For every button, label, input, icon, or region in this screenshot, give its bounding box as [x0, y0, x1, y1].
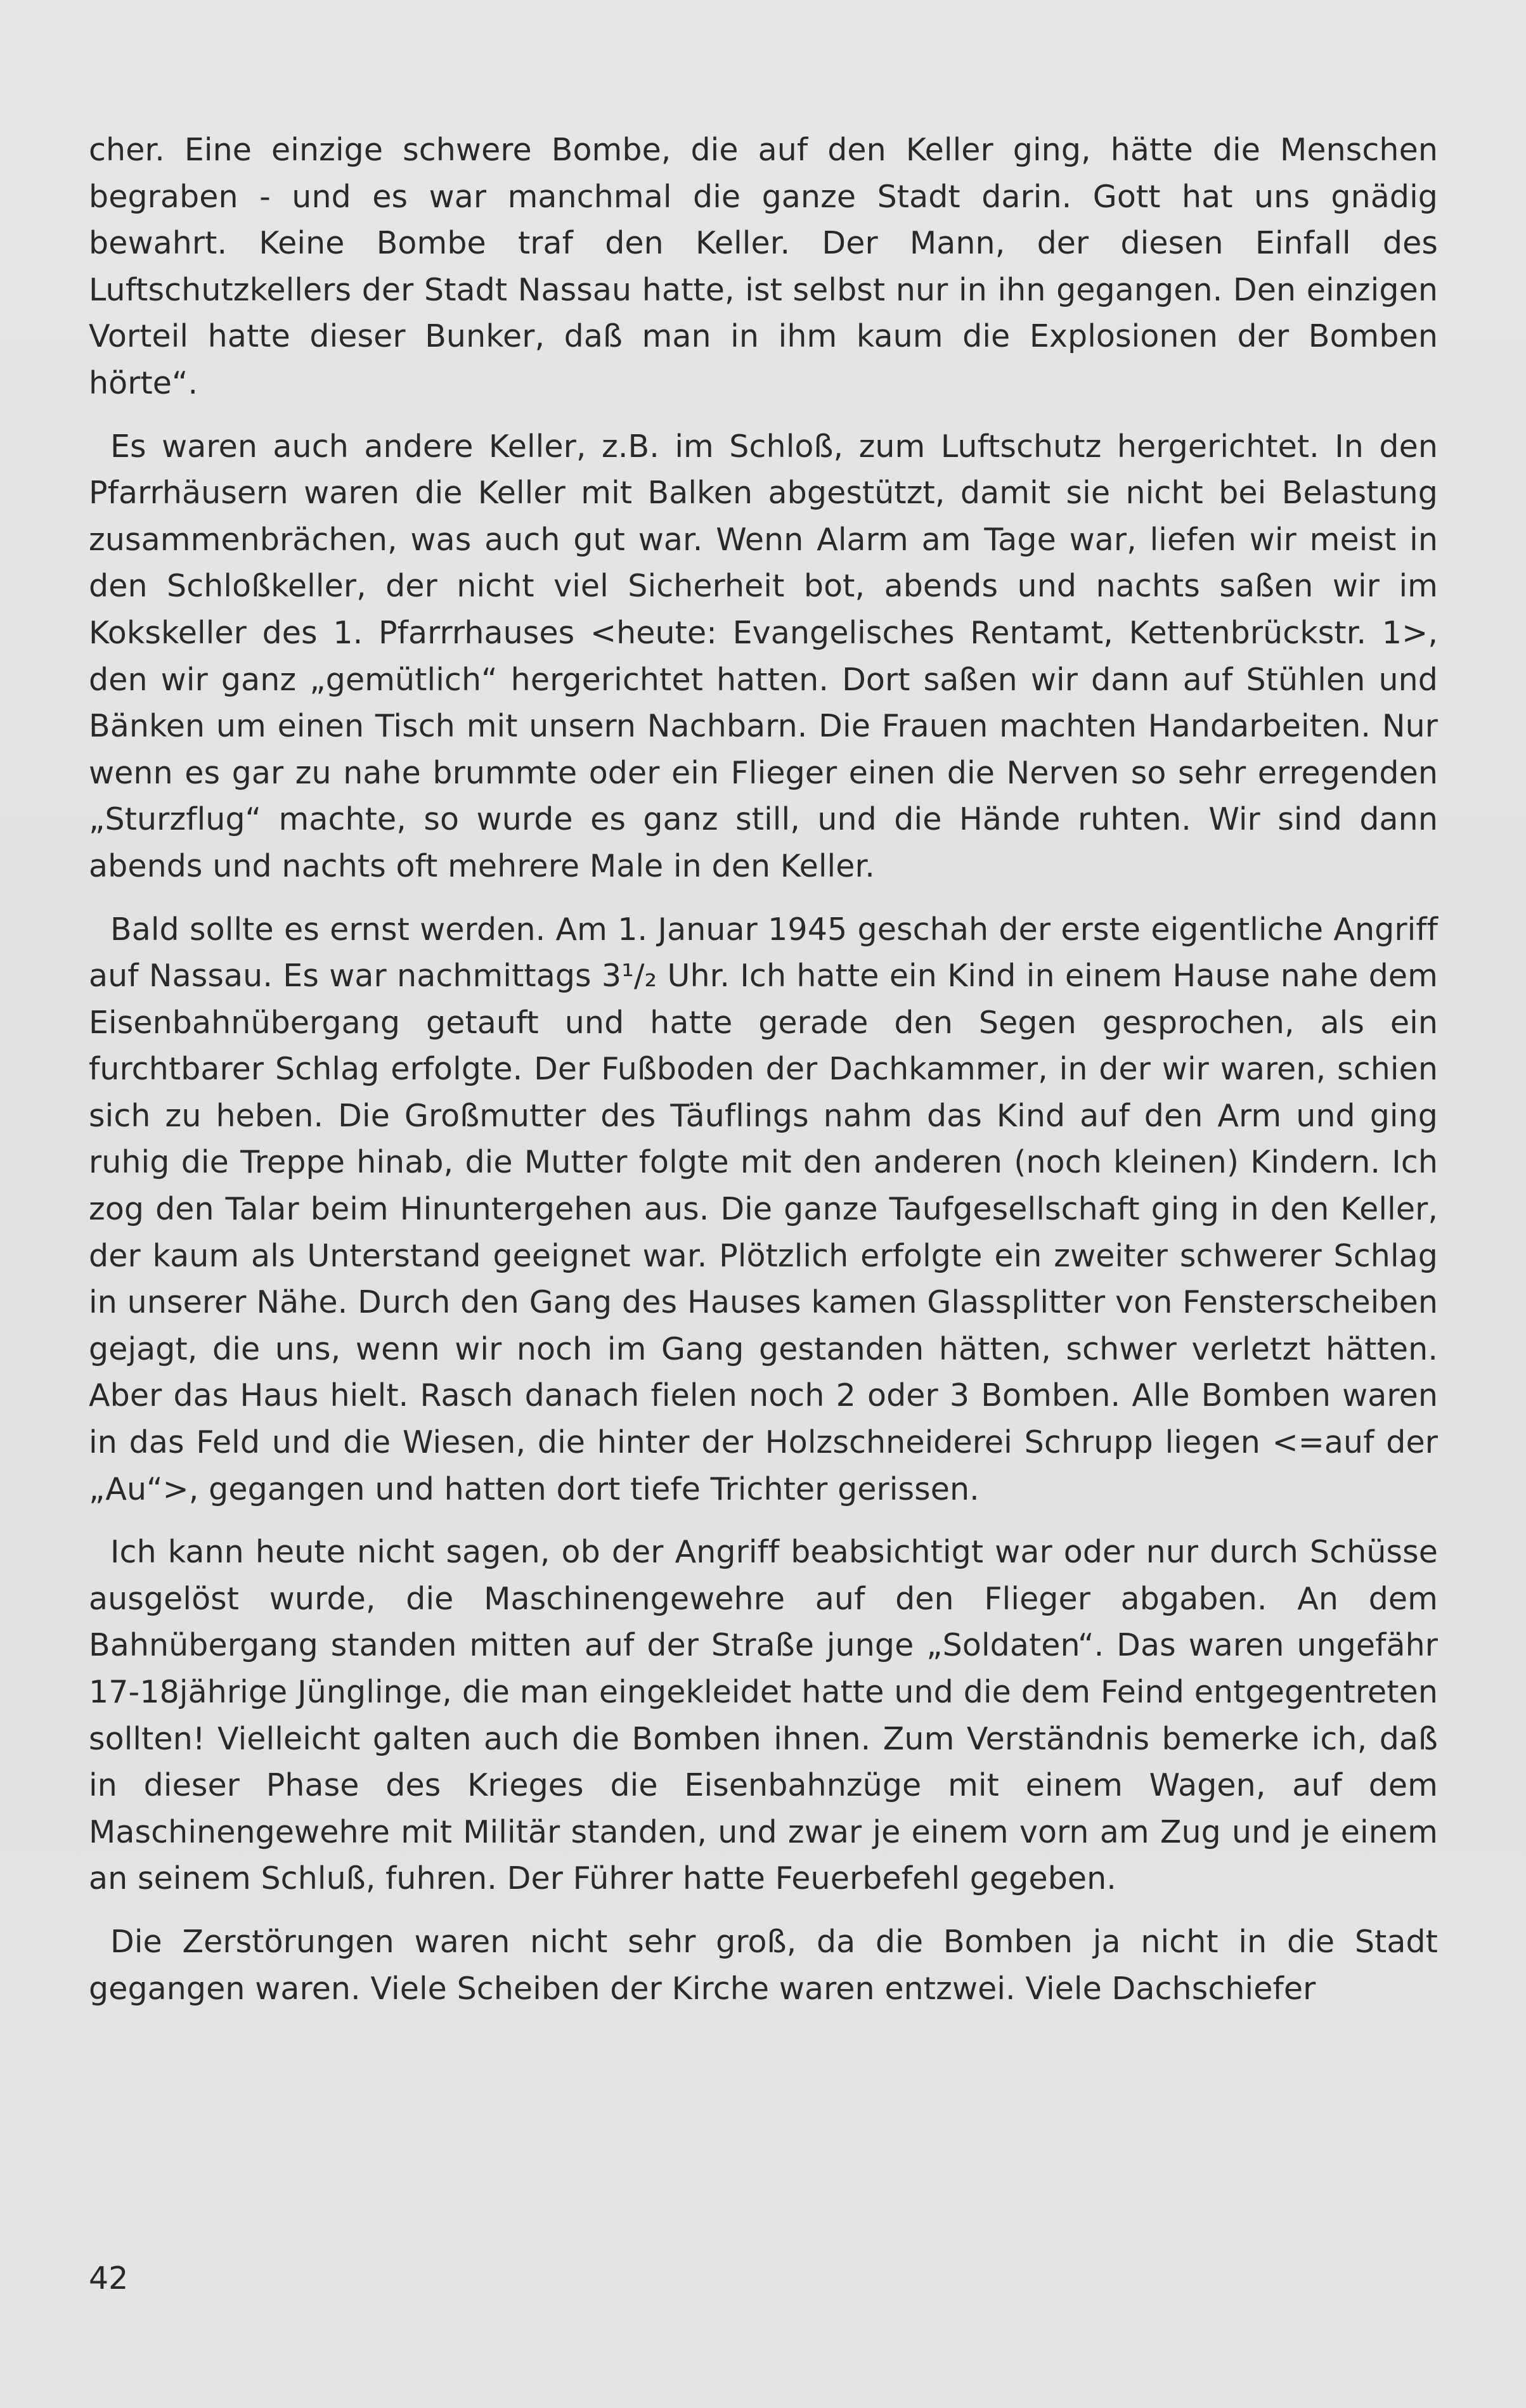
- paragraph-1: cher. Eine einzige schwere Bombe, die auf den Keller ging, hätte die Menschen begraben - und es war manchmal die ganze Stadt darin. Gott hat uns gnädig bewahrt. Keine Bombe traf den Keller. Der Mann, der diesen Einfall des Luftschutzkellers der Stadt Nassau hatte, ist selbst nur in ihn gegangen. Den einzigen Vorteil hatte dieser Bunker, daß man in ihm kaum die Explosionen der Bomben hörte“.: [89, 132, 1438, 401]
- paragraph-2: Es waren auch andere Keller, z.B. im Schloß, zum Luftschutz hergerichtet. In den Pfarrhäusern waren die Keller mit Balken abgestützt, damit sie nicht bei Belastung zusammenbrächen, was auch gut war. Wenn Alarm am Tage war, liefen wir meist in den Schloßkeller, der nicht viel Sicherheit bot, abends und nachts saßen wir im Kokskeller des 1. Pfarrrhauses <heute: Evangelisches Rentamt, Kettenbrückstr. 1>, den wir ganz „gemütlich“ hergerichtet hatten. Dort saßen wir dann auf Stühlen und Bänken um einen Tisch mit unsern Nachbarn. Die Frauen machten Handarbeiten. Nur wenn es gar zu nahe brummte oder ein Flieger einen die Nerven so sehr erregenden „Sturzflug“ machte, so wurde es ganz still, und die Hände ruhten. Wir sind dann abends und nachts oft mehrere Male in den Keller.: [89, 428, 1438, 884]
- paragraph-4: Ich kann heute nicht sagen, ob der Angriff beabsichtigt war oder nur durch Schüsse ausgelöst wurde, die Maschinengewehre auf den Flieger abgaben. An dem Bahnübergang standen mitten auf der Straße junge „Soldaten“. Das waren ungefähr 17-18jährige Jünglinge, die man eingekleidet hatte und die dem Feind entgegentreten sollten! Vielleicht galten auch die Bomben ihnen. Zum Verständnis bemerke ich, daß in dieser Phase des Krieges die Eisenbahnzüge mit einem Wagen, auf dem Maschinengewehre mit Militär standen, und zwar je einem vorn am Zug und je einem an seinem Schluß, fuhren. Der Führer hatte Feuerbefehl gegeben.: [89, 1534, 1438, 1897]
- body-text: [89, 127, 1438, 2028]
- paragraph-5: Die Zerstörungen waren nicht sehr groß, da die Bomben ja nicht in die Stadt gegangen waren. Viele Scheiben der Kirche waren entzwei. Viele Dachschiefer: [89, 1923, 1438, 2007]
- page-number: 42: [89, 2260, 129, 2296]
- paragraph-3: Bald sollte es ernst werden. Am 1. Januar 1945 geschah der erste eigentliche Angriff auf Nassau. Es war nachmittags 3¹/₂ Uhr. Ich hatte ein Kind in einem Hause nahe dem Eisenbahnübergang getauft und hatte gerade den Segen gesprochen, als ein furchtbarer Schlag erfolgte. Der Fußboden der Dachkammer, in der wir waren, schien sich zu heben. Die Großmutter des Täuflings nahm das Kind auf den Arm und ging ruhig die Treppe hinab, die Mutter folgte mit den anderen (noch kleinen) Kindern. Ich zog den Talar beim Hinuntergehen aus. Die ganze Taufgesellschaft ging in den Keller, der kaum als Unterstand geeignet war. Plötzlich erfolgte ein zweiter schwerer Schlag in unserer Nähe. Durch den Gang des Hauses kamen Glassplitter von Fensterscheiben gejagt, die uns, wenn wir noch im Gang gestanden hätten, schwer verletzt hätten. Aber das Haus hielt. Rasch danach fielen noch 2 oder 3 Bomben. Alle Bomben waren in das Feld und die Wiesen, die hinter der Holzschneiderei Schrupp liegen <=auf der „Au“>, gegangen und hatten dort tiefe Trichter gerissen.: [89, 911, 1438, 1507]
